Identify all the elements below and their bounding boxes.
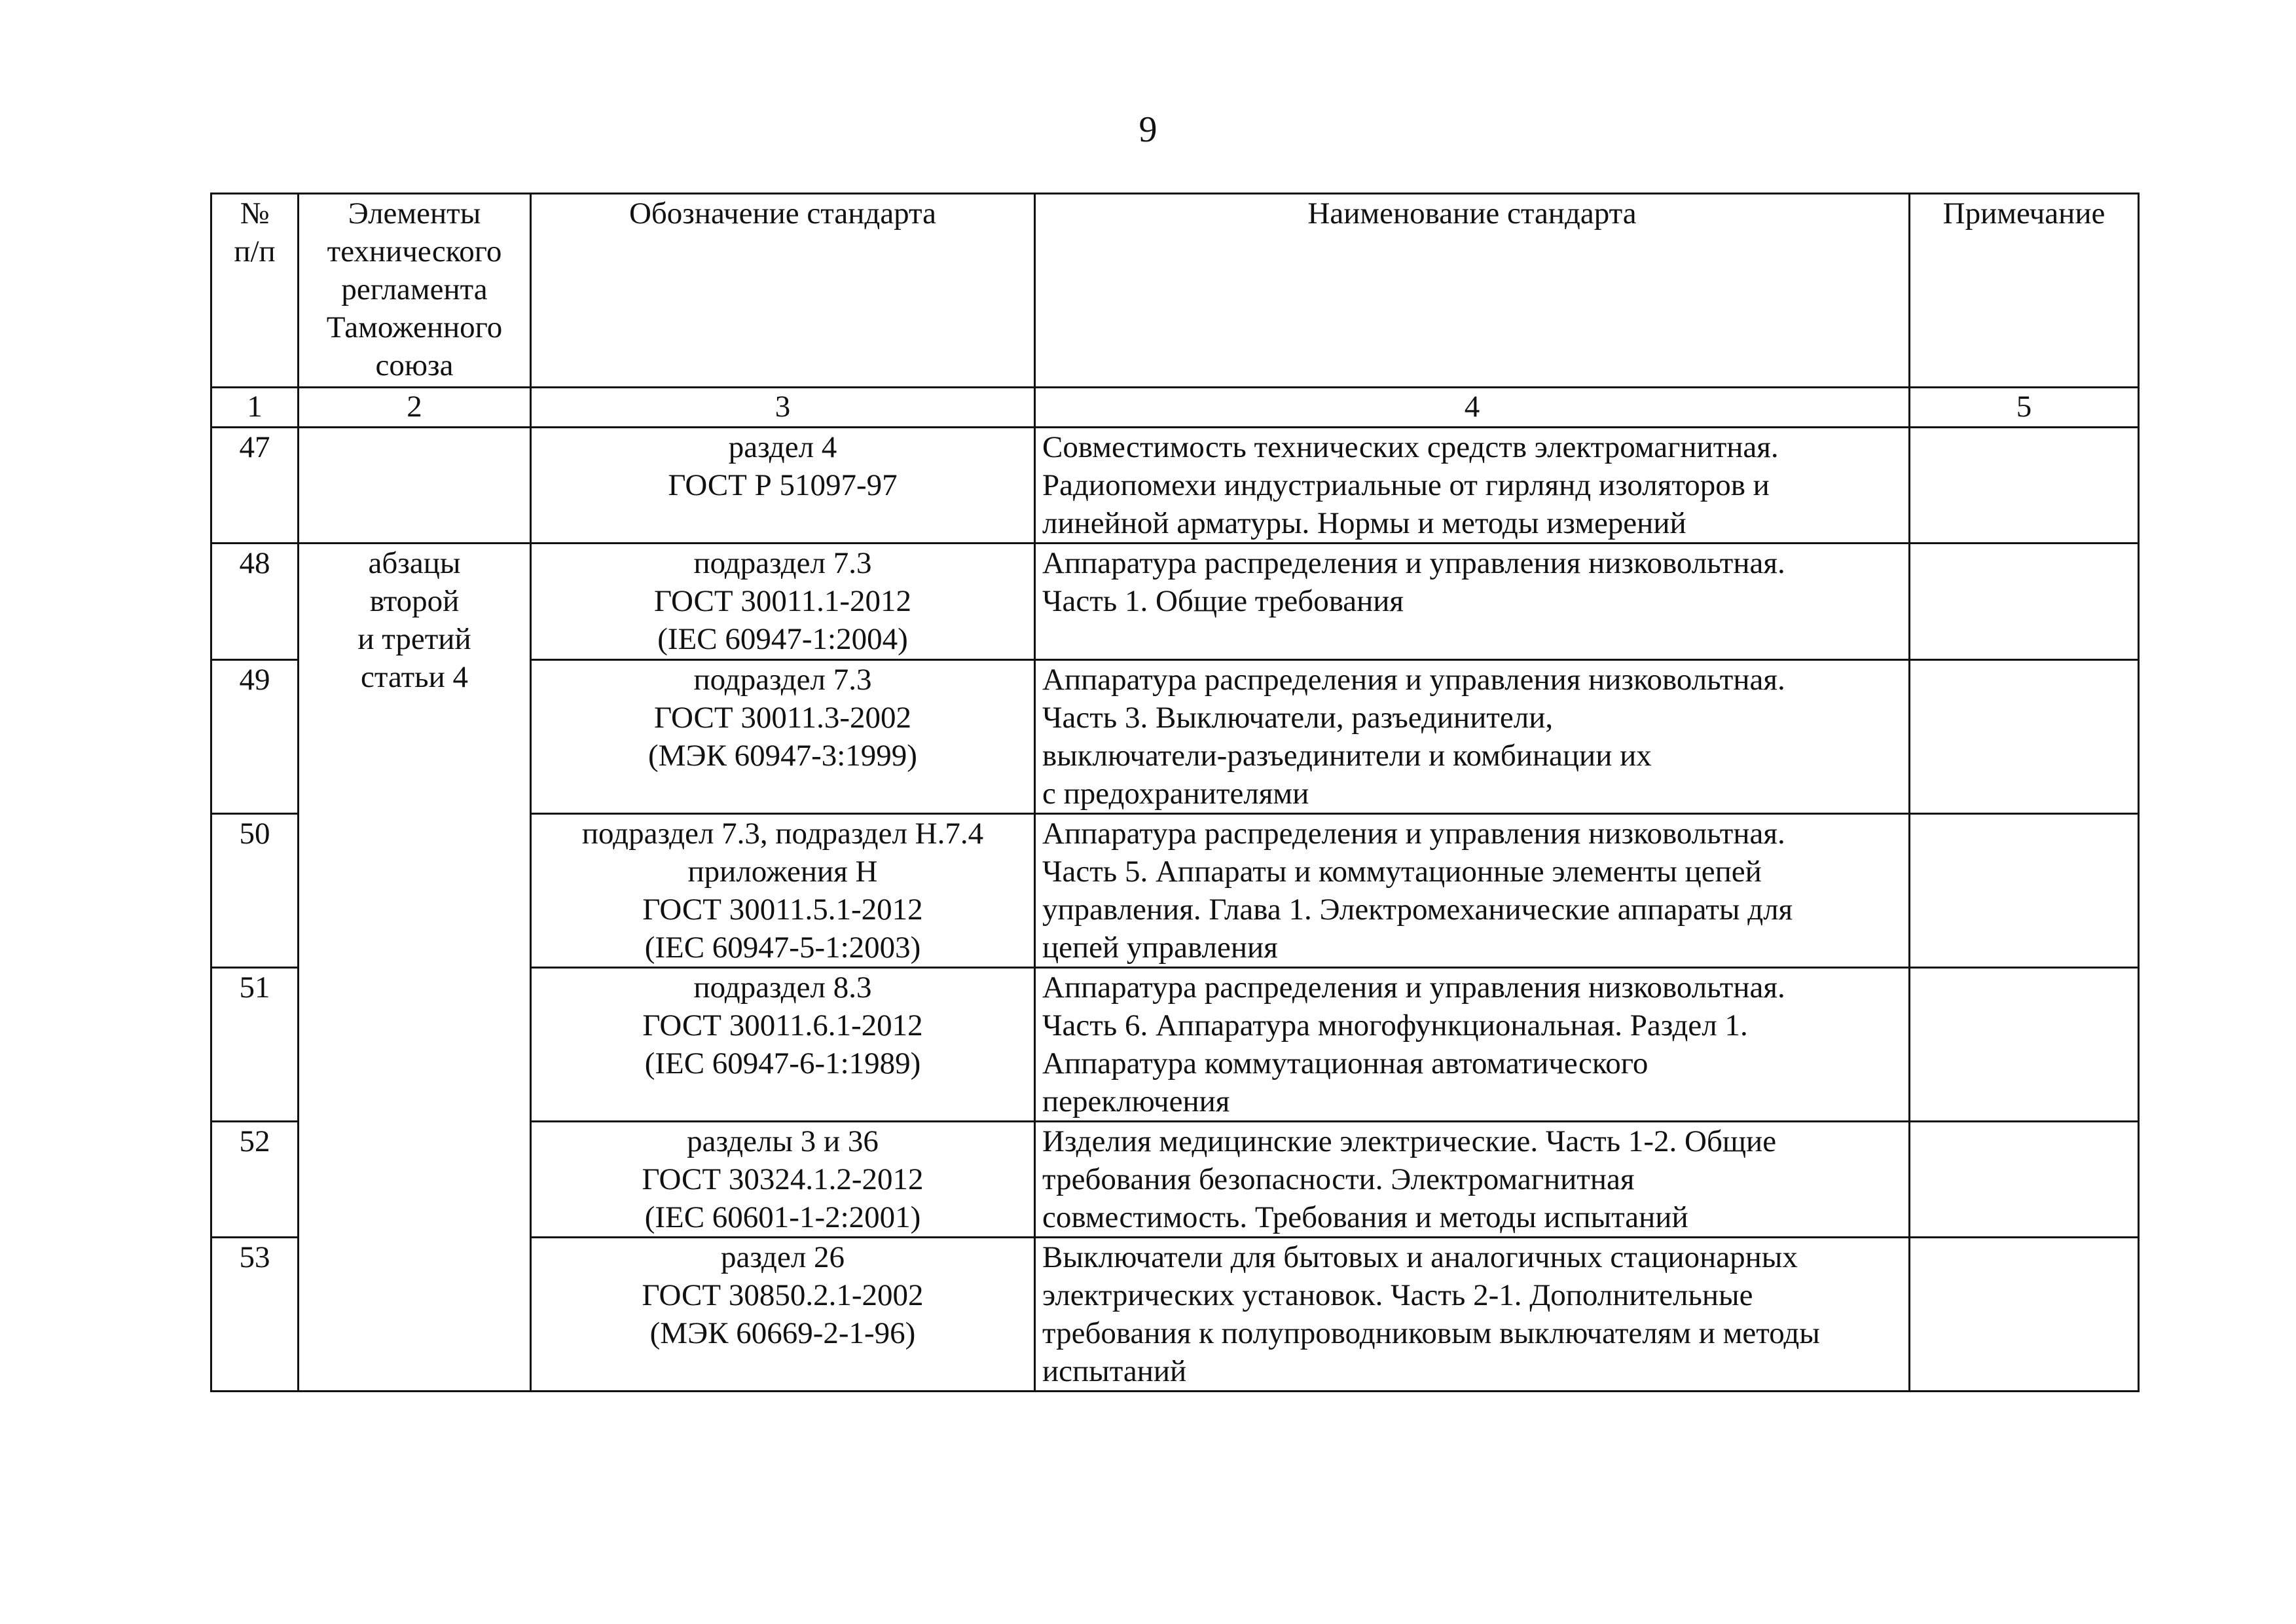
name-cell: Аппаратура распределения и управления низковольтная. Часть 5. Аппараты и коммутационные элементы цепей управления. Глава 1. Электромеханические аппараты для цепей управления	[1035, 814, 1910, 968]
row-number: 48	[211, 544, 299, 660]
column-number: 3	[531, 388, 1035, 428]
column-number: 2	[299, 388, 531, 428]
note-cell	[1910, 544, 2139, 660]
designation-cell: раздел 4 ГОСТ Р 51097-97	[531, 428, 1035, 544]
note-cell	[1910, 1238, 2139, 1392]
header-designation: Обозначение стандарта	[531, 194, 1035, 388]
table-row	[211, 544, 2139, 660]
designation-cell: раздел 26 ГОСТ 30850.2.1-2002 (МЭК 60669-2-1-96)	[531, 1238, 1035, 1392]
name-cell: Изделия медицинские электрические. Часть 1-2. Общие требования безопасности. Электромагнитная совместимость. Требования и методы испытаний	[1035, 1122, 1910, 1238]
header-num: № п/п	[211, 194, 299, 388]
standards-table	[210, 193, 2140, 1392]
note-cell	[1910, 814, 2139, 968]
header-note: Примечание	[1910, 194, 2139, 388]
header-elements: Элементы технического регламента Таможенного союза	[299, 194, 531, 388]
designation-cell: разделы 3 и 36 ГОСТ 30324.1.2-2012 (IEC 60601-1-2:2001)	[531, 1122, 1035, 1238]
note-cell	[1910, 428, 2139, 544]
column-number: 4	[1035, 388, 1910, 428]
page-number: 9	[1139, 109, 1157, 150]
designation-cell: подраздел 7.3 ГОСТ 30011.1-2012 (IEC 60947-1:2004)	[531, 544, 1035, 660]
name-cell: Аппаратура распределения и управления низковольтная. Часть 1. Общие требования	[1035, 544, 1910, 660]
designation-cell: подраздел 8.3 ГОСТ 30011.6.1-2012 (IEC 60947-6-1:1989)	[531, 968, 1035, 1122]
elements-cell	[299, 428, 531, 544]
column-number: 1	[211, 388, 299, 428]
elements-group-cell: абзацы второй и третий статьи 4	[299, 544, 531, 1392]
table-row	[211, 428, 2139, 544]
header-row	[211, 194, 2139, 388]
name-cell: Совместимость технических средств электромагнитная. Радиопомехи индустриальные от гирлянд изоляторов и линейной арматуры. Нормы и методы измерений	[1035, 428, 1910, 544]
note-cell	[1910, 968, 2139, 1122]
row-number: 53	[211, 1238, 299, 1392]
designation-cell: подраздел 7.3 ГОСТ 30011.3-2002 (МЭК 60947-3:1999)	[531, 660, 1035, 814]
row-number: 52	[211, 1122, 299, 1238]
name-cell: Аппаратура распределения и управления низковольтная. Часть 6. Аппаратура многофункциональная. Раздел 1. Аппаратура коммутационная автоматического переключения	[1035, 968, 1910, 1122]
column-number: 5	[1910, 388, 2139, 428]
row-number: 51	[211, 968, 299, 1122]
column-numbers-row	[211, 388, 2139, 428]
note-cell	[1910, 1122, 2139, 1238]
name-cell: Аппаратура распределения и управления низковольтная. Часть 3. Выключатели, разъединители, выключатели-разъединители и комбинации их с предохранителями	[1035, 660, 1910, 814]
row-number: 50	[211, 814, 299, 968]
header-name: Наименование стандарта	[1035, 194, 1910, 388]
row-number: 47	[211, 428, 299, 544]
name-cell: Выключатели для бытовых и аналогичных стационарных электрических установок. Часть 2-1. Дополнительные требования к полупроводниковым выключателям и методы испытаний	[1035, 1238, 1910, 1392]
designation-cell: подраздел 7.3, подраздел Н.7.4 приложения Н ГОСТ 30011.5.1-2012 (IEC 60947-5-1:2003)	[531, 814, 1035, 968]
row-number: 49	[211, 660, 299, 814]
note-cell	[1910, 660, 2139, 814]
